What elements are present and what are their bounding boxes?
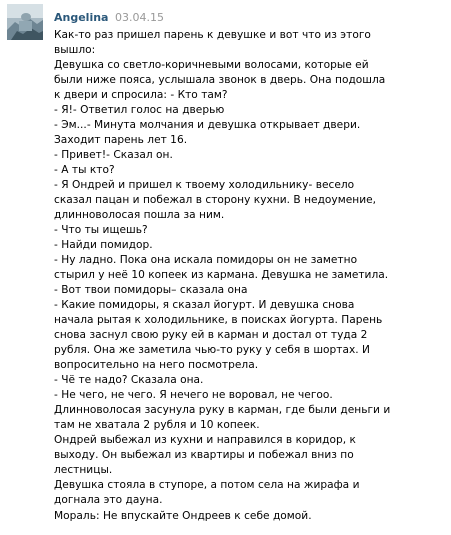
post-text-line: Мораль: Не впускайте Ондреев к себе домой. xyxy=(54,509,312,522)
post-text-line: лестницы. xyxy=(54,464,113,477)
post-text-line: начала рытая к холодильнике, в поисках йогурта. Парень xyxy=(54,314,383,327)
post-text-line: - Чё те надо? Сказала она. xyxy=(54,374,204,387)
post-header xyxy=(54,10,164,26)
post-text-line: Как-то раз пришел парень к девушке и вот что из этого xyxy=(54,29,371,41)
post-text xyxy=(54,28,449,524)
post-text-line: там не хватала 2 рубля и 10 копеек. xyxy=(54,419,260,432)
post-text-line: - А ты кто? xyxy=(54,164,115,177)
post-text-line: длинноволосая пошла за ним. xyxy=(54,209,225,222)
author-name-link[interactable]: Angelina xyxy=(54,11,109,24)
post-text-line: выходу. Он выбежал из квартиры и побежал вниз по xyxy=(54,449,354,462)
post-text-line: Заходит парень лет 16. xyxy=(54,134,188,147)
post-text-line: рубля. Она же заметила чью-то руку у себя в шортах. И xyxy=(54,344,370,357)
post-text-line: вопросительно на него посмотрела. xyxy=(54,359,259,372)
post-text-line: - Вот твои помидоры– сказала она xyxy=(54,284,248,297)
post-text-line: снова заснул свою руку ей в карман и достал от туда 2 xyxy=(54,329,368,342)
post-text-line: - Эм...- Минута молчания и девушка открывает двери. xyxy=(54,119,361,132)
post-text-line: - Ну ладно. Пока она искала помидоры он не заметно xyxy=(54,254,358,267)
post-text-line: догнала это дауна. xyxy=(54,494,163,507)
post-text-line: - Найди помидор. xyxy=(54,239,153,252)
post-text-line: - Какие помидоры, я сказал йогурт. И девушка снова xyxy=(54,299,355,312)
post-text-line: - Не чего, не чего. Я нечего не воровал, не чегоо. xyxy=(54,389,333,402)
post-text-line: - Я!- Ответил голос на дверью xyxy=(54,104,225,117)
avatar-photo-icon xyxy=(7,4,43,40)
post-text-line: Длинноволосая засунула руку в карман, где были деньги и xyxy=(54,404,391,417)
author-avatar[interactable] xyxy=(7,4,43,40)
post-text-line: сказал пацан и побежал в сторону кухни. В недоумение, xyxy=(54,194,377,207)
post-text-line: были ниже пояса, услышала звонок в дверь. Она подошла xyxy=(54,74,386,87)
post-text-line: Ондрей выбежал из кухни и направился в коридор, к xyxy=(54,434,356,447)
post-text-line: к двери и спросила: - Кто там? xyxy=(54,89,228,102)
post-text-line: - Что ты ищешь? xyxy=(54,224,148,237)
post-date: 03.04.15 xyxy=(114,11,164,24)
post-text-line: Девушка со светло-коричневыми волосами, которые ей xyxy=(54,59,369,72)
post-text-line: вышло: xyxy=(54,44,96,57)
post-text-line: - Привет!- Сказал он. xyxy=(54,149,173,162)
post-text-line: стырил у неё 10 копеек из кармана. Девушка не заметила. xyxy=(54,269,389,282)
post-text-line: - Я Ондрей и пришел к твоему холодильнику- весело xyxy=(54,179,355,192)
post-text-line: Девушка стояла в ступоре, а потом села на жирафа и xyxy=(54,479,360,492)
